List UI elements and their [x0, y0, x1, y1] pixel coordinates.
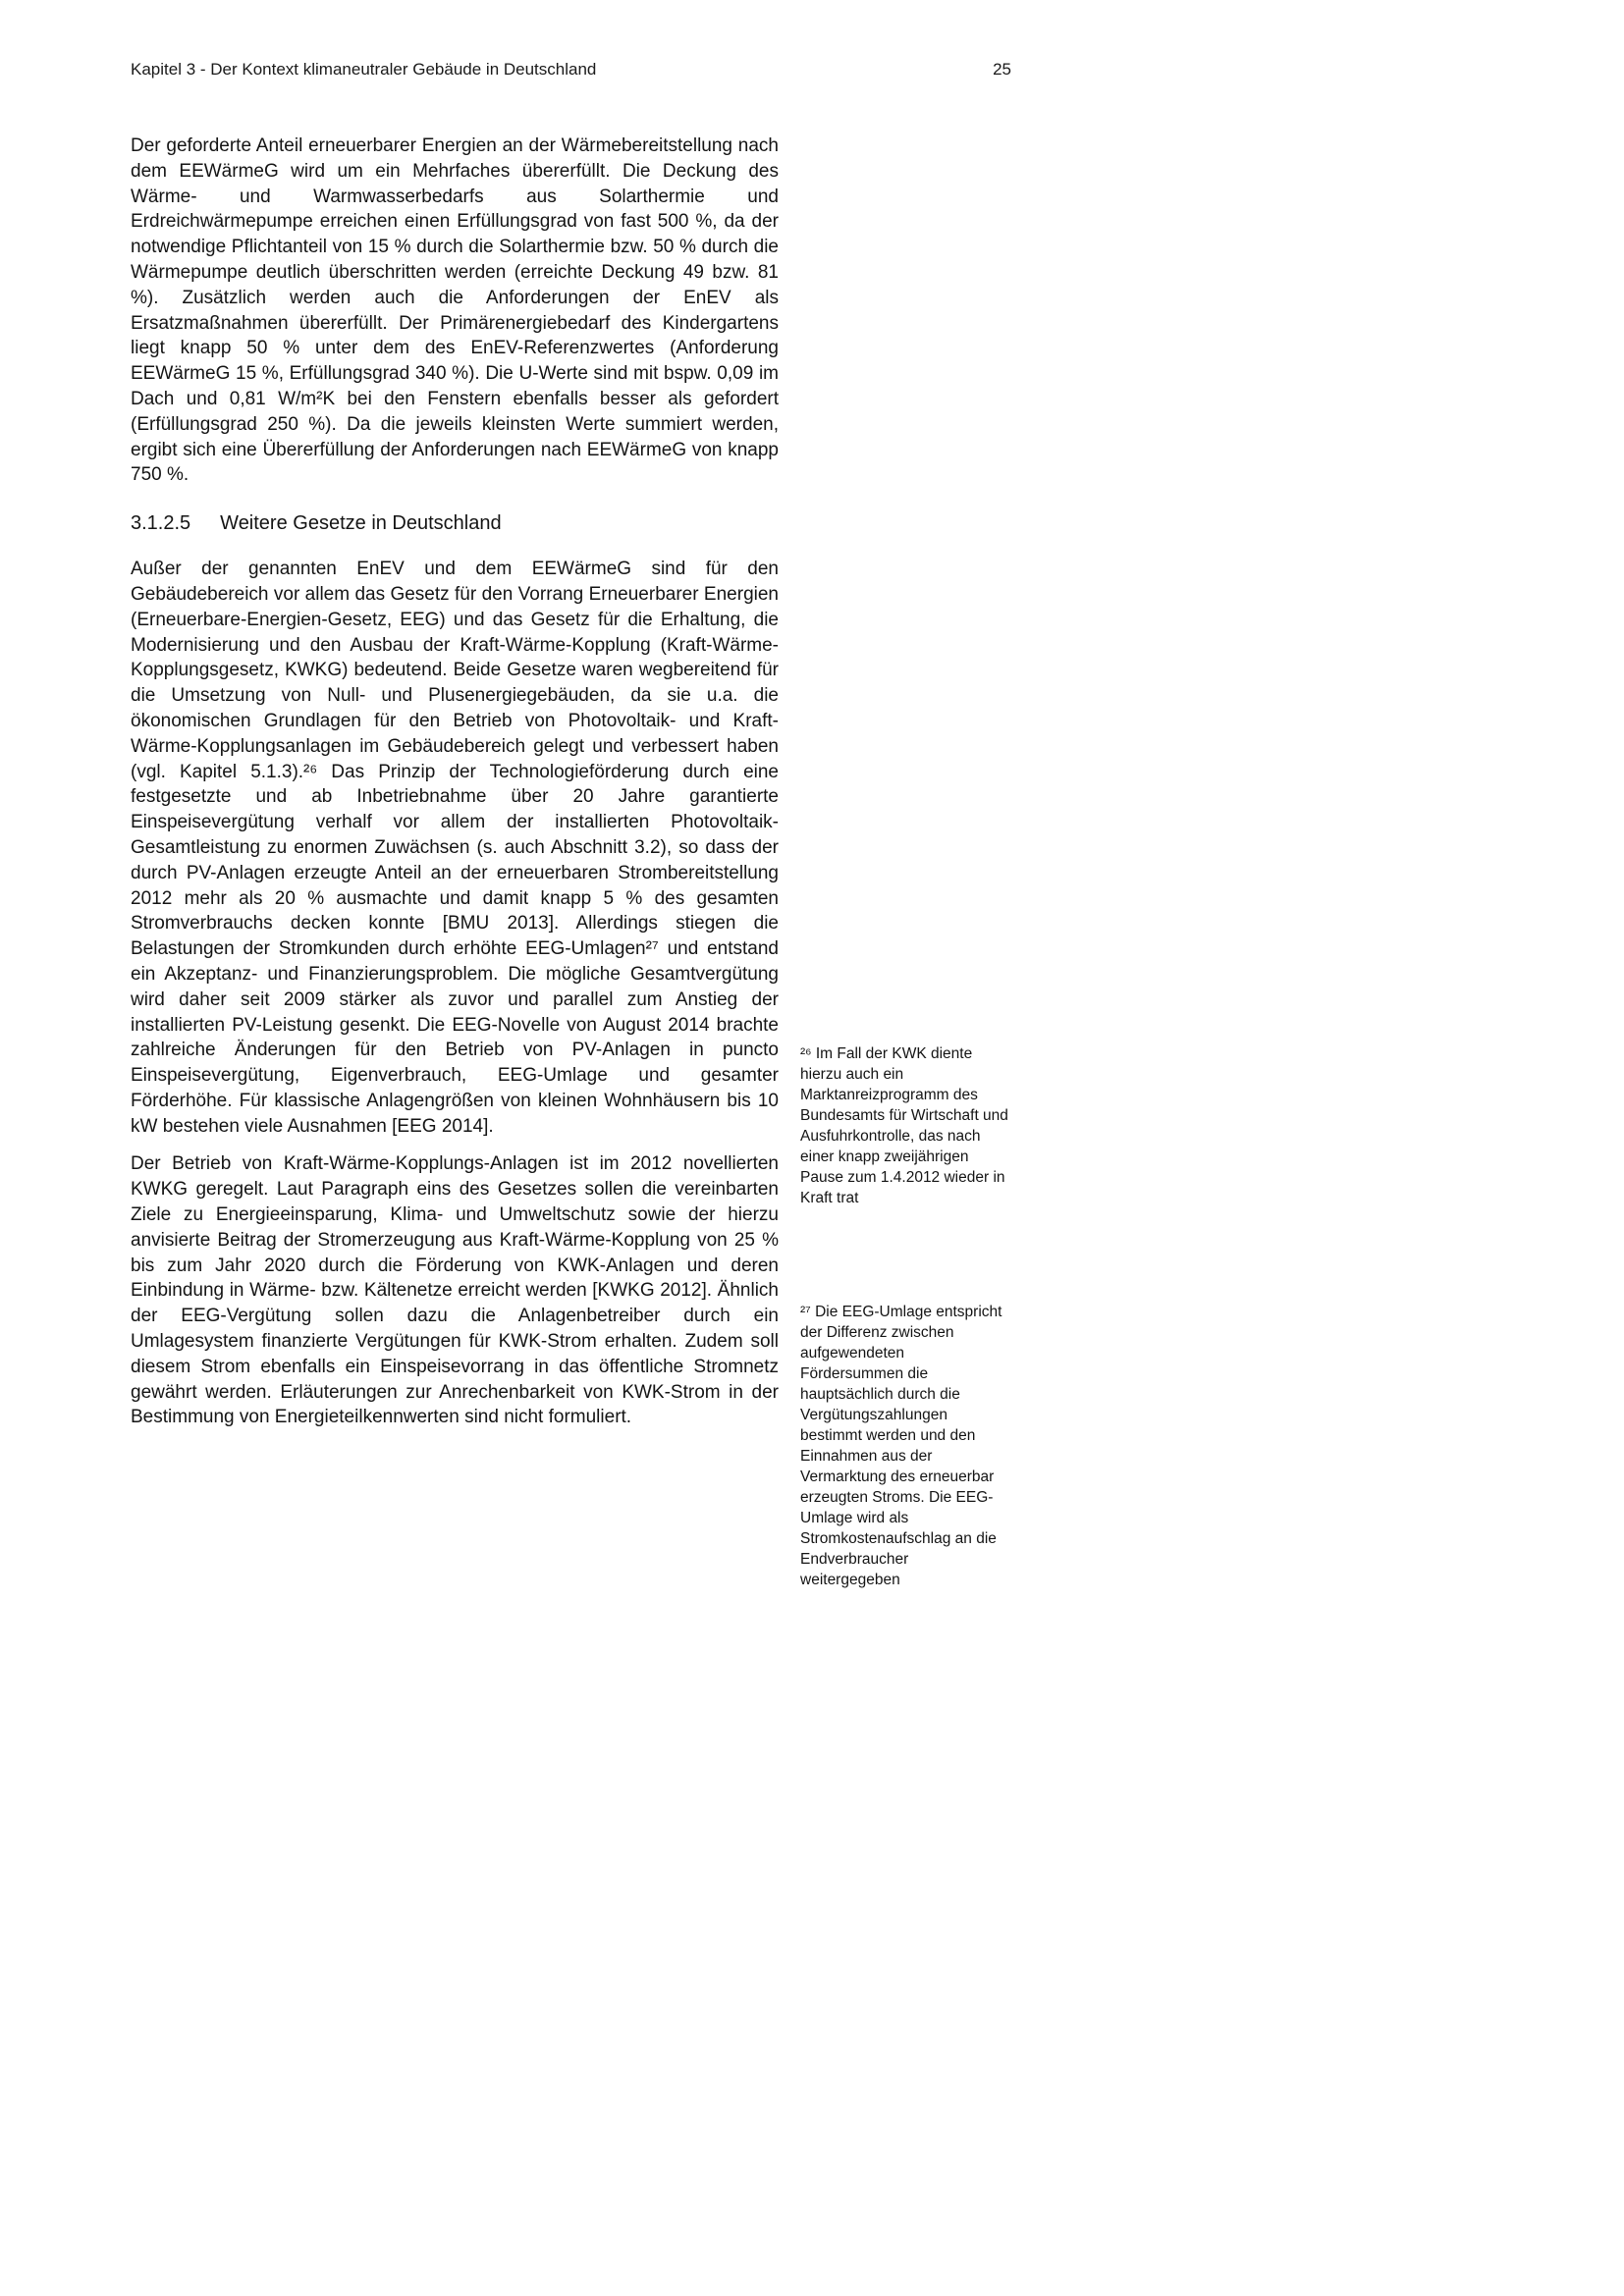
- section-heading-title: Weitere Gesetze in Deutschland: [220, 512, 502, 535]
- margin-note-27-text: ²⁷ Die EEG-Umlage entspricht der Differenz zwischen aufgewendeten Fördersummen die hauptsächlich durch die Vergütungszahlungen bestimmt werden und den Einnahmen aus der Vermarktung des erneuerbar erzeugten Stroms. Die EEG-Umlage wird als Stromkostenaufschlag an die Endverbraucher weitergegeben: [800, 1304, 1002, 1588]
- section-heading-number: 3.1.2.5: [131, 512, 191, 535]
- page-number: 25: [993, 60, 1011, 79]
- paragraph-eeg-kwkg-laws: Außer der genannten EnEV und dem EEWärmeG sind für den Gebäudebereich vor allem das Gesetz für den Vorrang Erneuerbarer Energien (Erneuerbare-Energien-Gesetz, EEG) und das Gesetz für die Erhaltung, die Modernisierung und den Ausbau der Kraft-Wärme-Kopplung (Kraft-Wärme-Kopplungsgesetz, KWKG) bedeutend. Beide Gesetze waren wegbereitend für die Umsetzung von Null- und Plusenergiegebäuden, da sie u.a. die ökonomischen Grundlagen für den Betrieb von Photovoltaik- und Kraft-Wärme-Kopplungsanlagen im Gebäudebereich gelegt und verbessert haben (vgl. Kapitel 5.1.3).²⁶ Das Prinzip der Technologieförderung durch eine festgesetzte und ab Inbetriebnahme über 20 Jahre garantierte Einspeisevergütung verhalf vor allem der installierten Photovoltaik-Gesamtleistung zu enormen Zuwächsen (s. auch Abschnitt 3.2), so dass der durch PV-Anlagen erzeugte Anteil an der erneuerbaren Strombereitstellung 2012 mehr als 20 % ausmachte und damit knapp 5 % des gesamten Stromverbrauchs decken konnte [BMU 2013]. Allerdings stiegen die Belastungen der Stromkunden durch erhöhte EEG-Umlagen²⁷ und entstand ein Akzeptanz- und Finanzierungsproblem. Die mögliche Gesamtvergütung wird daher seit 2009 stärker als zuvor und parallel zum Anstieg der installierten PV-Leistung gesenkt. Die EEG-Novelle von August 2014 brachte zahlreiche Änderungen für den Betrieb von PV-Anlagen in puncto Einspeisevergütung, Eigenverbrauch, EEG-Umlage und gesamter Förderhöhe. Für klassische Anlagengrößen von kleinen Wohnhäusern bis 10 kW bestehen viele Ausnahmen [EEG 2014].: [131, 559, 779, 1137]
- running-header: [131, 59, 1011, 80]
- section-heading: [131, 510, 779, 536]
- margin-note-27: [800, 1302, 1008, 1590]
- paragraph-kwkg-2012: Der Betrieb von Kraft-Wärme-Kopplungs-Anlagen ist im 2012 novellierten KWKG geregelt. Laut Paragraph eins des Gesetzes sollen die vereinbarten Ziele zu Energieeinsparung, Klima- und Umweltschutz sowie der hierzu anvisierte Beitrag der Stromerzeugung aus Kraft-Wärme-Kopplung von 25 % bis zum Jahr 2020 durch die Förderung von KWK-Anlagen und deren Einbindung in Wärme- bzw. Kältenetze erreicht werden [KWKG 2012]. Ähnlich der EEG-Vergütung sollen dazu die Anlagenbetreiber durch ein Umlagesystem finanzierte Vergütungen für KWK-Strom erhalten. Zudem soll diesem Strom ebenfalls ein Einspeisevorrang in das öffentliche Stromnetz gewährt werden. Erläuterungen zur Anrechenbarkeit von KWK-Strom in der Bestimmung von Energieteilkennwerten sind nicht formuliert.: [131, 1153, 779, 1428]
- margin-note-26-text: ²⁶ Im Fall der KWK diente hierzu auch ein Marktanreizprogramm des Bundesamts für Wirtschaft und Ausfuhrkontrolle, das nach einer knapp zweijährigen Pause zum 1.4.2012 wieder in Kraft trat: [800, 1045, 1008, 1206]
- main-text-column: [131, 133, 779, 1443]
- running-header-chapter-title: Kapitel 3 - Der Kontext klimaneutraler Gebäude in Deutschland: [131, 60, 597, 79]
- paragraph-eewaermeg-overfulfilment: Der geforderte Anteil erneuerbarer Energien an der Wärmebereitstellung nach dem EEWärmeG wird um ein Mehrfaches übererfüllt. Die Deckung des Wärme- und Warmwasserbedarfs aus Solarthermie und Erdreichwärmepumpe erreichen einen Erfüllungsgrad von fast 500 %, da der notwendige Pflichtanteil von 15 % durch die Solarthermie bzw. 50 % durch die Wärmepumpe deutlich überschritten werden (erreichte Deckung 49 bzw. 81 %). Zusätzlich werden auch die Anforderungen der EnEV als Ersatzmaßnahmen übererfüllt. Der Primärenergiebedarf des Kindergartens liegt knapp 50 % unter dem des EnEV-Referenzwertes (Anforderung EEWärmeG 15 %, Erfüllungsgrad 340 %). Die U-Werte sind mit bspw. 0,09 im Dach und 0,81 W/m²K bei den Fenstern ebenfalls besser als gefordert (Erfüllungsgrad 250 %). Da die jeweils kleinsten Werte summiert werden, ergibt sich eine Übererfüllung der Anforderungen nach EEWärmeG von knapp 750 %.: [131, 135, 779, 486]
- margin-note-26: [800, 1043, 1008, 1208]
